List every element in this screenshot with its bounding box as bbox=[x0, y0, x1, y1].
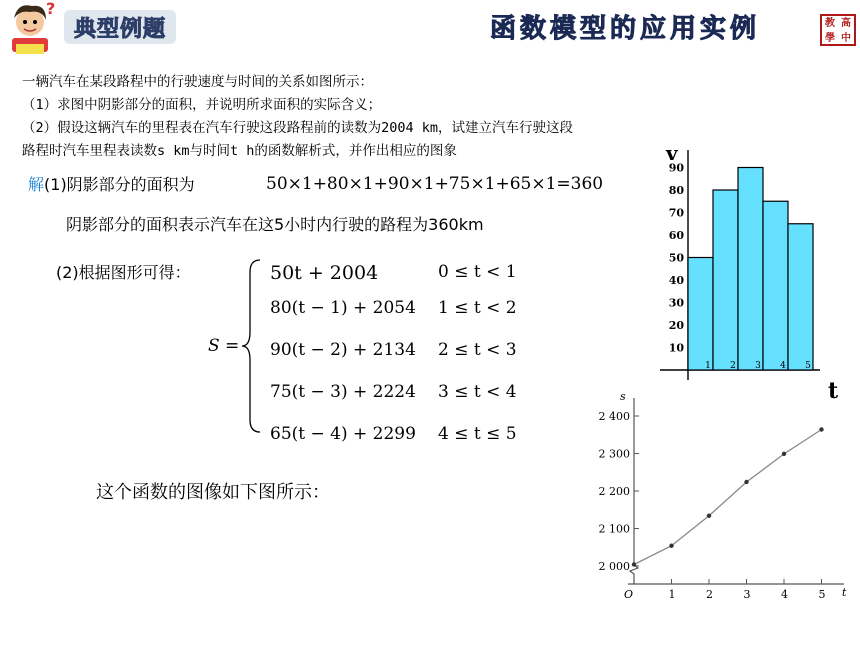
y-tick-label: 2 100 bbox=[598, 522, 630, 536]
y-tick-label: 2 300 bbox=[598, 447, 630, 461]
velocity-bar bbox=[763, 201, 788, 370]
piece-cond-1: 0 ≤ t < 1 bbox=[438, 262, 517, 282]
x-tick-label: 2 bbox=[706, 588, 713, 601]
velocity-bar bbox=[713, 190, 738, 370]
y-tick-label: 80 bbox=[668, 184, 684, 197]
x-tick-label: 3 bbox=[755, 361, 761, 371]
mileage-line-chart bbox=[590, 388, 852, 610]
x-tick-label: 1 bbox=[705, 361, 711, 371]
graph-caption: 这个函数的图像如下图所示： bbox=[96, 482, 330, 503]
y-tick-label: 70 bbox=[668, 206, 684, 220]
y-tick-label: 50 bbox=[668, 251, 684, 265]
svg-text:?: ? bbox=[46, 0, 56, 18]
mileage-data-point bbox=[744, 480, 748, 484]
piecewise-brace bbox=[240, 258, 264, 434]
piece-cond-5: 4 ≤ t ≤ 5 bbox=[438, 424, 517, 444]
piece-expr-3: 90(t − 2) + 2134 bbox=[270, 340, 416, 360]
x-tick-label: 4 bbox=[780, 361, 786, 371]
problem-line-1: 一辆汽车在某段路程中的行驶速度与时间的关系如图所示： bbox=[22, 74, 373, 90]
y-tick-label: 10 bbox=[668, 341, 684, 355]
y-tick-label: 2 400 bbox=[598, 410, 630, 423]
velocity-bar bbox=[738, 168, 763, 371]
mileage-data-point bbox=[782, 452, 786, 456]
solution-marker: 解 bbox=[28, 175, 45, 194]
problem-line-2: （1）求图中阴影部分的面积，并说明所求面积的实际含义； bbox=[22, 97, 382, 113]
problem-line-3: （2）假设这辆汽车的里程表在汽车行驶这段路程前的读数为2004 km，试建立汽车行驶这段 bbox=[22, 120, 574, 136]
piece-cond-2: 1 ≤ t < 2 bbox=[438, 298, 517, 318]
piece-expr-1: 50t + 2004 bbox=[270, 262, 379, 284]
s-function-label: S = bbox=[208, 336, 240, 356]
y-axis-label: v bbox=[666, 141, 678, 165]
mileage-data-point bbox=[707, 514, 711, 518]
velocity-bar-chart bbox=[648, 138, 848, 408]
part2-label: (2)根据图形可得： bbox=[56, 263, 191, 282]
x-tick-label: 1 bbox=[668, 588, 676, 601]
mileage-data-point bbox=[819, 427, 823, 431]
velocity-bar bbox=[688, 258, 713, 371]
x-axis-label: t bbox=[842, 586, 847, 599]
x-tick-label: 4 bbox=[781, 588, 788, 601]
section-title: 典型例题 bbox=[64, 10, 176, 44]
school-logo: 教 高 學 中 bbox=[820, 14, 856, 46]
x-tick-label: 5 bbox=[818, 588, 826, 601]
problem-line-4: 路程时汽车里程表读数s km与时间t h的函数解析式，并作出相应的图象 bbox=[22, 143, 457, 159]
x-axis-label: t bbox=[828, 378, 839, 404]
piece-cond-4: 3 ≤ t < 4 bbox=[438, 382, 517, 402]
piece-expr-4: 75(t − 3) + 2224 bbox=[270, 382, 416, 402]
piece-cond-3: 2 ≤ t < 3 bbox=[438, 340, 517, 360]
x-tick-label: 2 bbox=[730, 361, 736, 371]
x-tick-label: 5 bbox=[805, 361, 811, 371]
x-tick-label: 3 bbox=[743, 588, 751, 601]
piece-expr-2: 80(t − 1) + 2054 bbox=[270, 298, 416, 318]
mileage-data-point bbox=[669, 544, 673, 548]
area-formula: 50×1+80×1+90×1+75×1+65×1=360 bbox=[266, 174, 604, 194]
header-banner bbox=[0, 0, 860, 62]
piece-expr-5: 65(t − 4) + 2299 bbox=[270, 424, 416, 444]
student-mascot-icon bbox=[2, 0, 60, 62]
y-tick-label: 40 bbox=[668, 274, 684, 287]
y-axis-label: s bbox=[620, 390, 626, 403]
lesson-title: 函数模型的应用实例 bbox=[489, 13, 760, 44]
velocity-bar bbox=[788, 224, 813, 370]
y-tick-label: 60 bbox=[668, 229, 684, 242]
y-tick-label: 2 000 bbox=[598, 560, 630, 573]
y-tick-label: 30 bbox=[668, 296, 684, 310]
y-tick-label: 2 200 bbox=[598, 485, 630, 498]
y-tick-label: 20 bbox=[668, 319, 684, 332]
x-tick-label: O bbox=[624, 588, 634, 601]
area-meaning: 阴影部分的面积表示汽车在这5小时内行驶的路程为360km bbox=[66, 215, 484, 234]
y-tick-label: 90 bbox=[668, 161, 684, 175]
part1-label: (1)阴影部分的面积为 bbox=[44, 175, 195, 194]
mileage-series-line bbox=[634, 430, 822, 565]
mileage-data-point bbox=[632, 562, 636, 566]
